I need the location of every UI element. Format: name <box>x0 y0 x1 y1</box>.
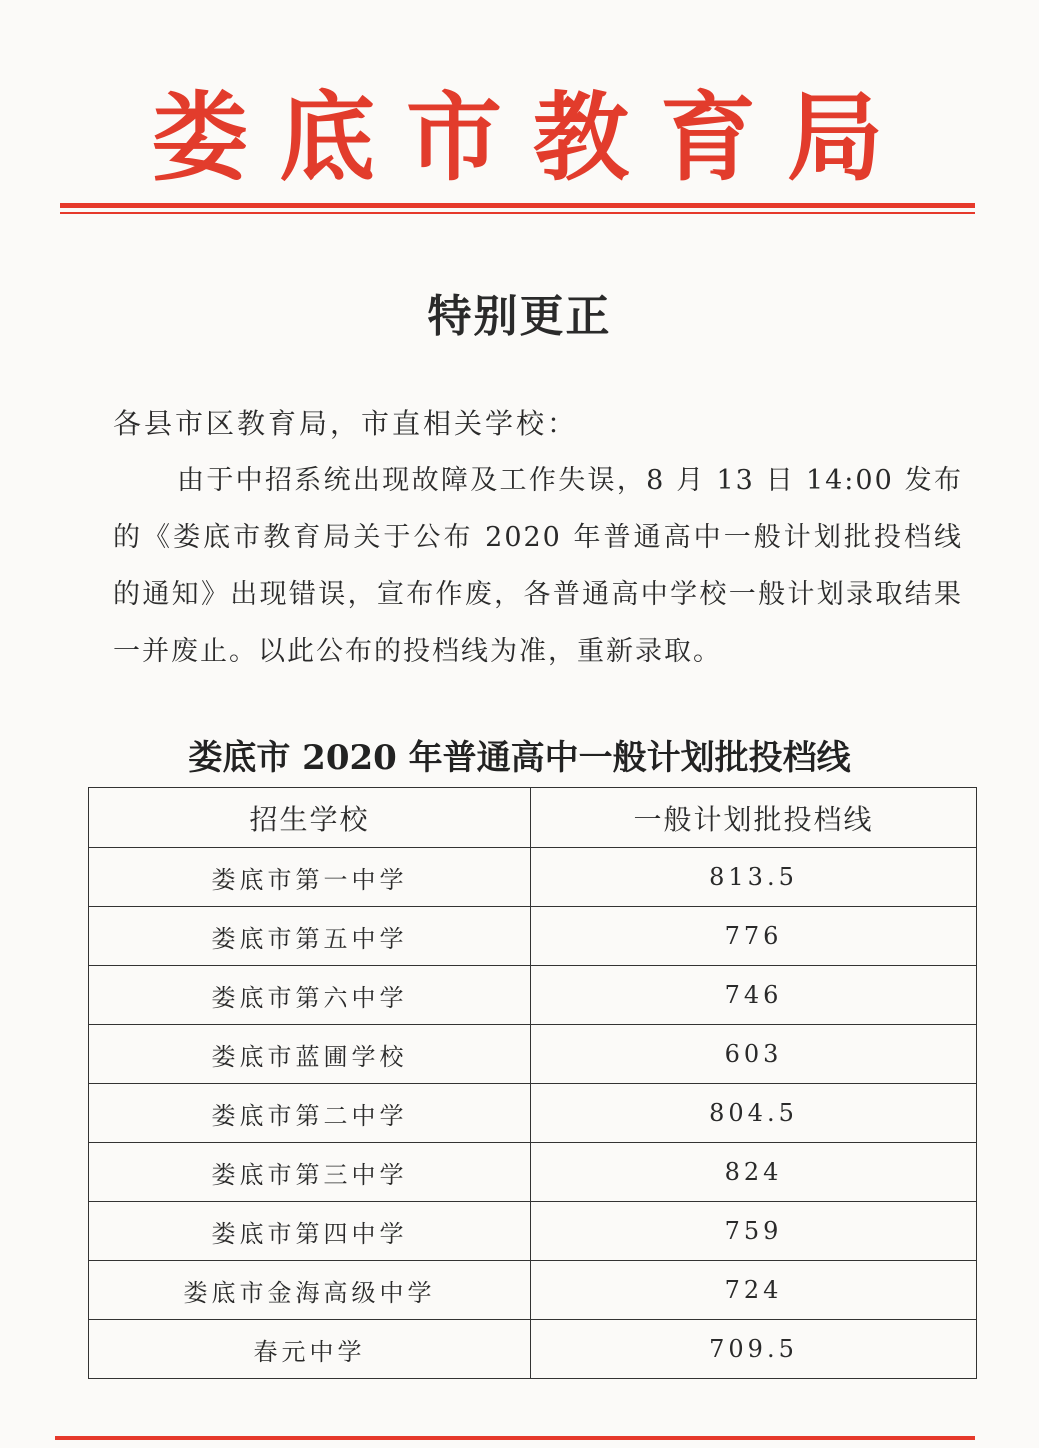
score-line: 824 <box>531 1143 977 1202</box>
table-row <box>89 1025 977 1084</box>
table-row <box>89 907 977 966</box>
masthead <box>60 78 975 198</box>
score-line: 746 <box>531 966 977 1025</box>
score-line: 724 <box>531 1261 977 1320</box>
table-row <box>89 1143 977 1202</box>
table-row <box>89 848 977 907</box>
masthead-char: 教 <box>533 81 629 194</box>
table-title: 娄底市 2020 年普通高中一般计划批投档线 <box>188 738 851 778</box>
masthead-char: 市 <box>406 81 502 194</box>
masthead-char: 底 <box>279 81 375 194</box>
footer-rule <box>55 1436 975 1440</box>
score-line: 759 <box>531 1202 977 1261</box>
body-paragraph: 由于中招系统出现故障及工作失误，8 月 13 日 14:00 发布的《娄底市教育局关于公布 2020 年普通高中一般计划批投档线的通知》出现错误，宣布作废，各普通高中学校一般计划录取结果一并废止。以此公布的投档线为准，重新录取。 <box>113 465 963 667</box>
school-name: 娄底市第二中学 <box>89 1084 531 1143</box>
table-row <box>89 1202 977 1261</box>
table-row <box>89 1320 977 1379</box>
score-line: 776 <box>531 907 977 966</box>
table-row <box>89 1084 977 1143</box>
admission-lines-table <box>88 787 977 1379</box>
school-name: 娄底市第五中学 <box>89 907 531 966</box>
table-row <box>89 1261 977 1320</box>
score-line: 804.5 <box>531 1084 977 1143</box>
header-school: 招生学校 <box>89 788 531 848</box>
school-name: 娄底市第六中学 <box>89 966 531 1025</box>
score-line: 709.5 <box>531 1320 977 1379</box>
school-name: 娄底市第一中学 <box>89 848 531 907</box>
school-name: 娄底市第三中学 <box>89 1143 531 1202</box>
masthead-char: 局 <box>787 81 883 194</box>
school-name: 娄底市蓝圃学校 <box>89 1025 531 1084</box>
masthead-rule-thin <box>60 212 975 214</box>
salutation: 各县市区教育局，市直相关学校： <box>113 407 579 440</box>
score-line: 603 <box>531 1025 977 1084</box>
table-header-row <box>89 788 977 848</box>
document-title: 特别更正 <box>427 291 612 342</box>
school-name: 春元中学 <box>89 1320 531 1379</box>
school-name: 娄底市金海高级中学 <box>89 1261 531 1320</box>
table-row <box>89 966 977 1025</box>
masthead-char: 娄 <box>152 81 248 194</box>
masthead-char: 育 <box>660 81 756 194</box>
score-line: 813.5 <box>531 848 977 907</box>
header-score-line: 一般计划批投档线 <box>531 788 977 848</box>
school-name: 娄底市第四中学 <box>89 1202 531 1261</box>
masthead-rule-thick <box>60 203 975 208</box>
